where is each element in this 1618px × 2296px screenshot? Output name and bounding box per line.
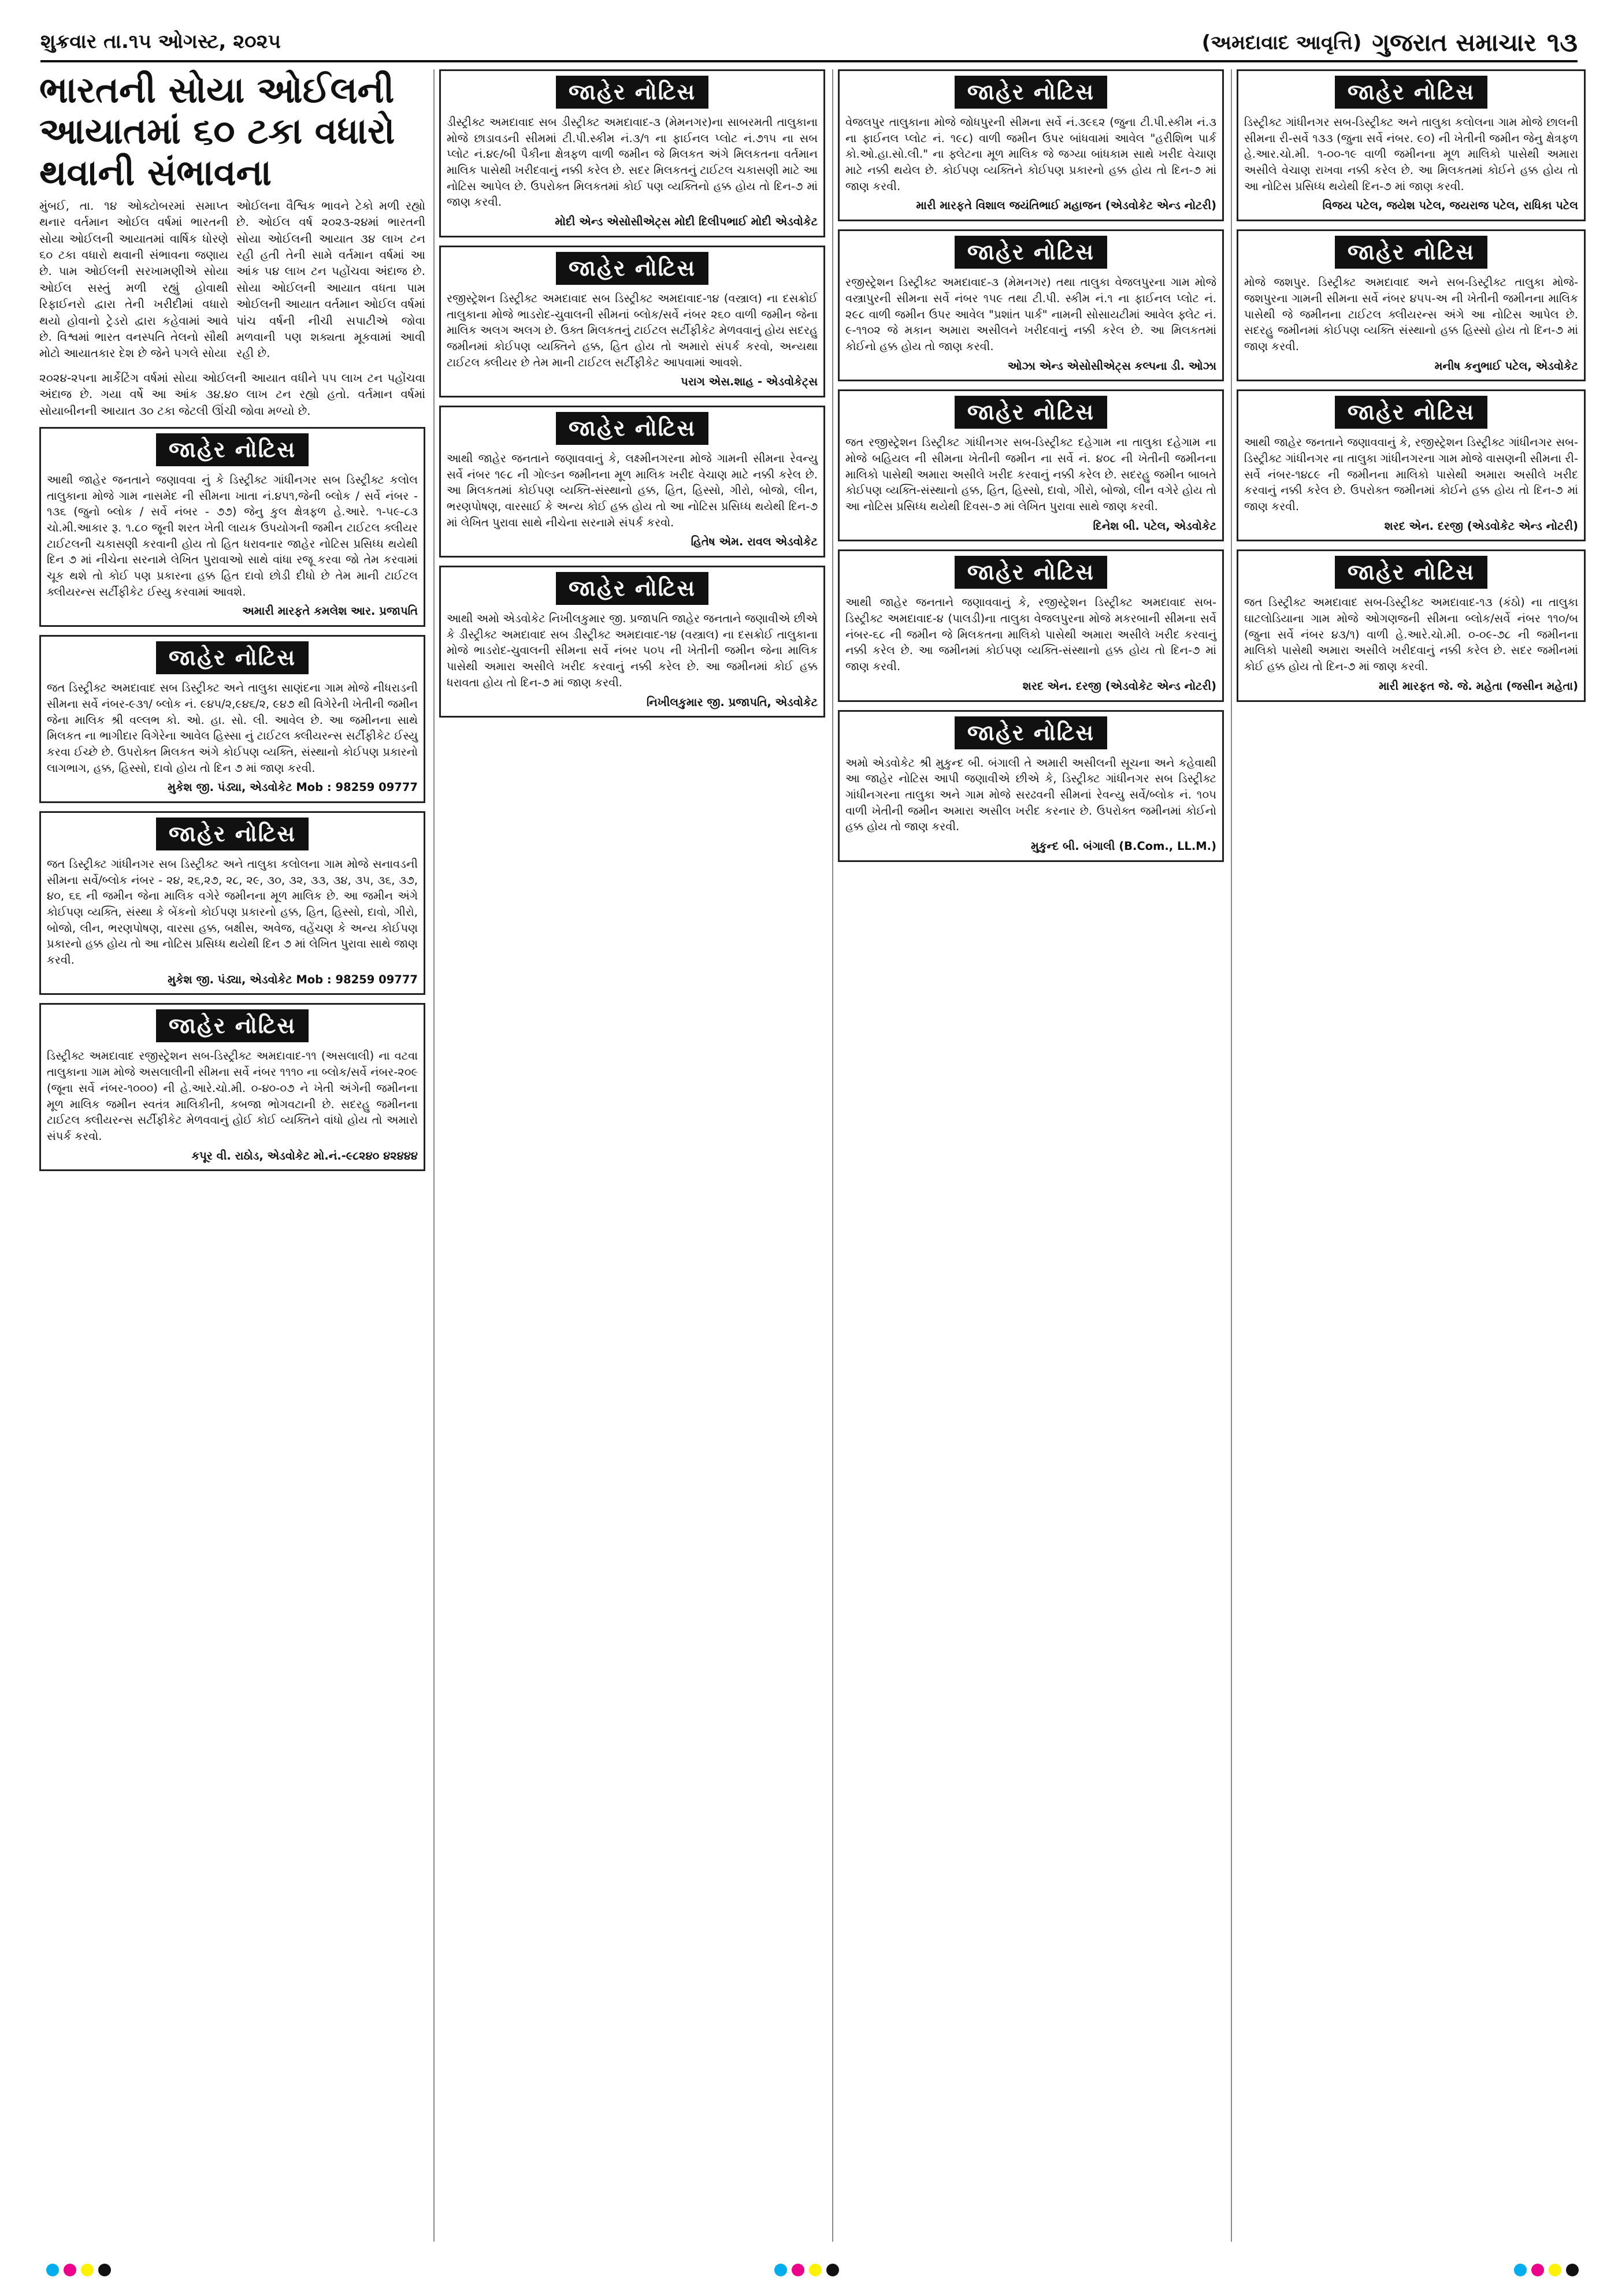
notice-body: રજીસ્ટ્રેશન ડિસ્ટ્રીક્ટ અમદાવાદ-૩ (મેમનગર) તથા તાલુકા વેજલપુરના ગામ મોજે વસ્ત્રાપુરની સીમના સર્વે નંબર ૧૫૯ તથા ટી.પી. સ્કીમ નં.૧ ના ફાઈનલ પ્લોટ નં. ૨૯૮ વાળી જમીન ઉપર આવેલ "પ્રશાંત પાર્ક" નામની સોસાયટીમાં આવેલ ફ્લેટ નં. ૯-૧૧૦૨ જે મકાન અમારા અસીલને ખરીદવાનું નક્કી કરેલ છે. આ મિલકતમાં કોઈનો હક્ક હોય તો જાણ કરવી. [845,276,1216,353]
notice-box [1237,229,1586,381]
notice-heading: જાહેર નોટિસ [556,412,708,445]
notice-heading: જાહેર નોટિસ [556,252,708,285]
notice-signature: હિતેષ એમ. રાવલ એડવોકેટ [691,535,818,549]
notice-box [439,566,825,718]
notice-signature: વિજય પટેલ, જયેશ પટેલ, જયરાજ પટેલ, રાધિકા પટેલ [1322,199,1578,213]
notice-heading: જાહેર નોટિસ [955,396,1107,429]
notice-signature: મુકુન્દ બી. બંગાલી (B.Com., LL.M.) [1030,839,1216,853]
notice-body: આથી જાહેર જનતાને જણાવવાનું કે, લક્ષ્મીનગરના મોજે ગામની સીમના રેવન્યુ સર્વે નંબર ૧૯૮ ની ગોલ્ડન જમીનના મૂળ માલિક ખરીદ વેચાણ માટે નક્કી કરેલ છે. આ મિલકતમાં કોઈપણ વ્યક્તિ-સંસ્થાનો હક્ક, હિત, હિસ્સો, ગીરો, બોજો, લીન, ભરણપોષણ, વારસાઈ કે અન્ય કોઈ હક્ક હોય તો આ નોટિસ પ્રસિધ્ધ થયેથી દિન-૭ માં લેખિત પુરાવા સાથે નીચેના સરનામે સંપર્ક કરવો. [447,451,818,529]
black-dot [98,2264,111,2276]
notice-body: ડિસ્ટ્રીક્ટ અમદાવાદ રજીસ્ટ્રેશન સબ-ડિસ્ટ્રીક્ટ અમદાવાદ-૧૧ (અસલાલી) ના વટવા તાલુકાના ગામ મોજે અસલાલીની સીમના સર્વે નંબર ૧૧૧૦ ના બ્લોક/સર્વે નંબર-૨૦૯ (જૂના સર્વે નંબર-૧૦૦૦) ની હે.આરે.ચો.મી. ૦-૪૦-૦૭ ને ખેતી અંગેની જમીનના મૂળ માલિક જમીન સ્વતંત્ર માલિકીની, કબજા ભોગવટાની છે. સદરહુ જમીનના ટાઈટલ ક્લીયરન્સ સર્ટીફીકેટ મેળવવાનું હોઈ કોઈ વ્યક્તિને વાંધો હોય તો અમારો સંપર્ક કરવો. [47,1049,418,1143]
notice-body: જત ડિસ્ટ્રીક્ટ અમદાવાદ સબ ડિસ્ટ્રીક્ટ અને તાલુકા સાણંદના ગામ મોજે નીધરાડની સીમના સર્વે નંબર-૯૩૧/ બ્લોક નં. ૯૪૫/૨,૯૪૬/૨, ૯૪૭ થી વિગેરેની ખેતીની જમીન જેના માલિક શ્રી વલ્લભ કો. ઓ. હા. સો. લી. આવેલ છે. આ જમીનના સાથે મિલકત ના ભાગીદાર વિગેરેના આવેલ હિસ્સા નું ટાઈટલ ક્લીયરન્સ સર્ટીફીકેટ ઈસ્યુ કરવા ઈચ્છે છે. ઉપરોક્ત મિલકત અંગે કોઈપણ વ્યક્તિ, સંસ્થાનો કોઈપણ પ્રકારનો લાગભાગ, હક્ક, હિસ્સો, દાવો હોય તો દિન ૭ માં જાણ કરવી. [47,681,418,775]
notice-signature: મારી મારફતે વિશાલ જયંતિભાઈ મહાજન (એડવોકેટ એન્ડ નોટરી) [916,199,1216,213]
article-headline: ભારતની સોયા ઓઈલની આયાતમાં ૬૦ ટકા વધારો થવાની સંભાવના [39,69,395,194]
article-body [39,198,425,362]
notice-heading: જાહેર નોટિસ [156,433,309,466]
notice-heading: જાહેર નોટિસ [1335,76,1487,109]
magenta-dot [792,2264,804,2276]
edition-label: (અમદાવાદ આવૃત્તિ) [1201,31,1362,54]
article-paragraph: મુંબઈ, તા. ૧૪ ઓક્ટોબરમાં સમાપ્ત થનાર વર્તમાન ઓઈલ વર્ષમાં ભારતની સોયા ઓઈલની આયાતમાં વાર્ષિક ધોરણે ૬૦ ટકા વધારો થવાની સંભાવના જણાય છે. પામ ઓઈલની સરખામણીએ સોયા ઓઈલ સસ્તું મળી રહ્યું હોવાથી રિફાઈનરો દ્વારા તેની ખરીદીમાં વધારો થયો હોવાનો ટ્રેડરો દ્વારા કહેવામાં આવે છે. વિશ્વમાં ભારત વનસ્પતિ તેલનો સૌથી મોટો આયાતકાર દેશ છે જેને પગલે સોયા [39,198,228,361]
notice-heading: જાહેર નોટિસ [156,1009,309,1042]
notice-signature: શરદ એન. દરજી (એડવોકેટ એન્ડ નોટરી) [1022,679,1216,693]
cyan-dot [1514,2264,1527,2276]
notice-box [39,1003,425,1171]
notice-signature: દિનેશ બી. પટેલ, એડવોકેટ [1093,519,1216,533]
notice-box [838,229,1224,381]
notice-box [39,427,425,627]
notice-signature: મોદી એન્ડ એસોસીએટ્સ મોદી દિલીપભાઈ મોદી એડવોકેટ [555,215,818,229]
notice-heading: જાહેર નોટિસ [955,556,1107,589]
notice-box [439,246,825,397]
notice-body: ડિસ્ટ્રીક્ટ ગાંધીનગર સબ-ડિસ્ટ્રીક્ટ અને તાલુકા કલોલના ગામ મોજે છાલની સીમના રી-સર્વે ૧૩૩ (જુના સર્વે નંબર. ૯૦) ની ખેતીની જમીન જેનુ ક્ષેત્રફળ હે.આર.ચો.મી. ૧-૦૦-૧૯ વાળી જમીનના મૂળ માલિકો પાસેથી અમારા અસીલે વેચાણ રાખવા નક્કી કરેલ છે. આ મિલકતમાં કોઈને હક્ક હોય તો આ નોટિસ પ્રસિધ્ધ થયેથી દિન-૭ માં જાણ કરવી. [1244,116,1578,193]
yellow-dot [81,2264,94,2276]
article-paragraph: ૨૦૨૪-૨૫ના માર્કેટિંગ વર્ષમાં સોયા ઓઈલની આયાત વધીને ૫૫ લાખ ટન પહોંચવા અંદાજ છે. ગયા વર્ષે આ આંક ૩૪.૪૦ લાખ ટન રહ્યો હતો. વર્તમાન વર્ષમાં સોયાબીનની આયાત ૩૦ ટકા જેટલી ઊંચી જોવા મળ્યો છે. [39,370,425,418]
notice-body: આથી અમો એડવોકેટ નિખીલકુમાર જી. પ્રજાપતિ જાહેર જનતાને જણાવીએ છીએ કે ડીસ્ટ્રીક્ટ અમદાવાદ સબ ડીસ્ટ્રીક્ટ અમદાવાદ-૧૪ (વસ્ત્રાલ) ના દસક્રોઈ તાલુકાના મોજે ભાડરોદ-ચુવાલની સીમના સર્વે નંબર ૫૦૫ ની ખેતીની જમીન જેના માલિક પાસેથી અમારા અસીલે ખરીદ કરવાનું નક્કી કરેલ છે. આ જમીનમાં કોઈ હક્ક ધરાવતા હોય તો દિન-૭ માં જાણ કરવી. [447,612,818,689]
notice-body: આથી જાહેર જનતાને જણાવવાનું કે, રજીસ્ટ્રેશન ડિસ્ટ્રીક્ટ અમદાવાદ સબ-ડિસ્ટ્રીક્ટ અમદાવાદ-૪ (પાલડી)ના તાલુકા વેજલપુરના મોજે મકરબાની સીમના સર્વે નંબર-૬૮ ની જમીન જે મિલકતના માલિકો પાસેથી અમારા અસીલે ખરીદ કરવાનું નક્કી કરેલ છે. આ જમીનમાં કોઈપણ વ્યક્તિ-સંસ્થાનો હક્ક હોય તો દિન-૭ માં જાણ કરવી. [845,596,1216,674]
print-registration-marks [0,2264,1618,2287]
notice-box [39,811,425,995]
cyan-dot [46,2264,59,2276]
notice-body: જત ડિસ્ટ્રીક્ટ ગાંધીનગર સબ ડિસ્ટ્રીક્ટ અને તાલુકા કલોલના ગામ મોજે સનાવડની સીમના સર્વે/બ્લોક નંબર - ૨૪, ૨૬,૨૭, ૨૮, ૨૯, ૩૦, ૩૨, ૩૩, ૩૪, ૩૫, ૩૬, ૩૭, ૪૦, ૬૬ ની જમીન જેના માલિક વગેરે જમીનના મૂળ માલિક છે. આ જમીન અંગે કોઈપણ વ્યક્તિ, સંસ્થા કે બેંકનો કોઈપણ પ્રકારનો હક્ક, હિત, હિસ્સો, દાવો, ગીરો, બોજો, લીન, ભરણપોષણ, વારસા હક્ક, બક્ષીસ, અવેજ, વહેંચણ કે અન્ય કોઈપણ પ્રકારનો હક્ક હોય તો આ નોટિસ પ્રસિધ્ધ થયેથી દિન ૭ માં લેખિત પુરાવા સાથે જાણ કરવી. [47,857,418,967]
cyan-dot [774,2264,787,2276]
article-paragraph: ઓઈલના વૈશ્વિક ભાવને ટેકો મળી રહ્યો છે. ઓઈલ વર્ષ ૨૦૨૩-૨૪માં ભારતની સોયા ઓઈલની આયાત ૩૪ લાખ ટન રહી હતી તેની સામે વર્તમાન વર્ષમાં આ આંક ૫૪ લાખ ટન પહોંચવા અંદાજ છે. સોયા ઓઈલની આયાત વધતા પામ ઓઈલની આયાત વર્તમાન ઓઈલ વર્ષમાં પાંચ વર્ષની નીચી સપાટીએ જોવા મળવાની પણ શક્યતા મૂકવામાં આવી રહી છે. [236,198,425,361]
notice-signature: નિખીલકુમાર જી. પ્રજાપતિ, એડવોકેટ [646,695,818,709]
notice-signature: કપૂર વી. રાઠોડ, એડવોકેટ મો.નં.-૯૮૨૪૦ ૪૨૪૪૪ [191,1149,418,1162]
column-1 [35,69,430,2242]
notice-box [1237,69,1586,221]
column-4 [1231,69,1590,2242]
magenta-dot [1531,2264,1544,2276]
notice-heading: જાહેર નોટિસ [556,572,708,605]
notice-body: મોજે જશપુર. ડિસ્ટ્રીક્ટ અમદાવાદ અને સબ-ડિસ્ટ્રીક્ટ તાલુકા મોજે-જશપુરના ગામની સીમના સર્વે નંબર ૪૫૫-અ ની ખેતીની જમીનના માલિક પાસેથી જે જમીનના ટાઈટલ ક્લીયરન્સ અંગે આ નોટિસ આપેલ છે. સદરહુ જમીનમાં કોઈપણ વ્યક્તિ સંસ્થાનો હક્ક હિસ્સો હોય તો દિન-૭ માં જાણ કરવી. [1244,276,1578,353]
notice-body: રજીસ્ટ્રેશન ડિસ્ટ્રીક્ટ અમદાવાદ સબ ડિસ્ટ્રીક્ટ અમદાવાદ-૧૪ (વસ્ત્રાલ) ના દસક્રોઈ તાલુકાના મોજે ભાડરોદ-ચુવાલની સીમનાં બ્લોક/સર્વે નંબર ૨૬૦ વાળી જમીન જેના માલિક અલગ અલગ છે. ઉક્ત મિલકતનું ટાઈટલ સર્ટીફીકેટ મેળવવાનું હોય સદરહુ જમીનમાં કોઈપણ વ્યક્તિને હક્ક, હિત હોય તો અમારો સંપર્ક કરવો, અન્યથા ટાઈટલ ક્લીયર છે તેમ માની ટાઈટલ સર્ટીફીકેટ આપવામાં આવશે. [447,291,818,369]
newspaper-brand: ગુજરાત સમાચાર [1372,28,1537,57]
notice-box [439,69,825,237]
notice-body: ડીસ્ટ્રીક્ટ અમદાવાદ સબ ડીસ્ટ્રીક્ટ અમદાવાદ-૩ (મેમનગર)ના સાબરમતી તાલુકાના મોજે છાડાવડની સીમમાં ટી.પી.સ્કીમ નં.૩/૧ ના ફાઈનલ પ્લોટ નં.૭૧૫ ના સબ પ્લોટ નં.૪૯/બી પૈકીના ક્ષેત્રફળ વાળી જમીન જે મિલકત અંગે મિલકતના વર્તમાન માલિક પાસેથી ખરીદવાનું નક્કી કરેલ છે. સદર મિલકતનું ટાઈટલ ચકાસણી માટે આ નોટિસ આપેલ છે. ઉપરોક્ત મિલકતમાં કોઈ પણ વ્યક્તિનો હક્ક હોય તો દિન-૭ માં જાણ કરવી. [447,116,818,209]
notice-heading: જાહેર નોટિસ [955,716,1107,749]
notice-box [1237,389,1586,541]
notice-body: જત રજીસ્ટ્રેશન ડિસ્ટ્રીક્ટ ગાંધીનગર સબ-ડિસ્ટ્રીક્ટ દહેગામ ના તાલુકા દહેગામ ના મોજે બહિયલ ની સીમના ખેતીની જમીન ના સર્વે નં. ૪૦૮ ની ખેતીની જમીનના માલિકો પાસેથી અમારા અસીલે ખરીદ કરવાનું નક્કી કરેલ છે. સદરહુ જમીન બાબતે કોઈપણ વ્યક્તિ-સંસ્થાનો હક્ક, હિત, હિસ્સો, દાવો, ગીરો, બોજો, લીન વગેરે હોય તો આ નોટિસ પ્રસિધ્ધ થયેથી દિવસ-૭ માં લેખિત પુરાવા સાથે જાણ કરવી. [845,436,1216,513]
notice-body: અમો એડવોકેટ શ્રી મુકુન્દ બી. બંગાલી તે અમારી અસીલની સૂચના અને કહેવાથી આ જાહેર નોટિસ આપી જણાવીએ છીએ કે, ડિસ્ટ્રીક્ટ ગાંધીનગર સબ ડિસ્ટ્રીક્ટ ગાંધીનગરના તાલુકા અને ગામ મોજે સરઢવની સીમનાં રેવન્યુ સર્વે/બ્લોક નં. ૧૦૫ વાળી ખેતીની જમીન અમારા અસીલ ખરીદ કરનાર છે. ઉપરોક્ત જમીનમાં કોઈનો હક્ક હોય તો જાણ કરવી. [845,756,1216,834]
yellow-dot [809,2264,822,2276]
notice-heading: જાહેર નોટિસ [955,76,1107,109]
notice-heading: જાહેર નોટિસ [156,641,309,674]
page-header [40,22,1578,62]
notice-signature: શરદ એન. દરજી (એડવોકેટ એન્ડ નોટરી) [1384,519,1578,533]
notice-signature: ઓઝા એન્ડ એસોસીએટ્સ કલ્પના ડી. ઓઝા [1007,359,1216,373]
notice-signature: મુકેશ જી. પંડ્યા, એડવોકેટ Mob : 98259 09777 [168,781,418,794]
notice-box [1237,549,1586,701]
notice-body: જત ડિસ્ટ્રીક્ટ અમદાવાદ સબ-ડિસ્ટ્રીક્ટ અમદાવાદ-૧૩ (કંઠો) ના તાલુકા ઘાટલોડિયાના ગામ મોજે ઓગણજની સીમના બ્લોક/સર્વે નંબર ૧૧૦/બ (જુના સર્વે નંબર ૪૩/૧) વાળી હે.આરે.ચો.મી. ૦-૦૯-૭૮ ની જમીનના માલિકો પાસેથી અમારા અસીલે ખરીદવાનું નક્કી કરેલ છે. સદર જમીનમાં કોઈ હક્ક હોય તો દિન-૭ માં જાણ કરવી. [1244,596,1578,674]
notice-box [39,635,425,803]
notice-body: આથી જાહેર જનતાને જણાવવાનું કે, રજીસ્ટ્રેશન ડિસ્ટ્રીક્ટ ગાંધીનગર સબ-ડિસ્ટ્રીક્ટ ગાંધીનગર ના તાલુકા ગાંધીનગરના ગામ મોજે વાસણની સીમના રી-સર્વે નંબર-૧૪૮૯ ની જમીનના માલિકો પાસેથી અમારા અસીલે ખરીદ કરવાનું નક્કી કરેલ છે. ઉપરોક્ત જમીનમાં કોઈને હક્ક હોય તો દિન-૭ માં જાણ કરવી. [1244,436,1578,513]
notice-box [838,710,1224,862]
notice-signature: મનીષ કનુભાઈ પટેલ, એડવોકેટ [1434,359,1578,373]
yellow-dot [1549,2264,1561,2276]
page-number: ૧૩ [1546,27,1578,58]
notice-heading: જાહેર નોટિસ [1335,396,1487,429]
notice-heading: જાહેર નોટિસ [955,236,1107,269]
notice-signature: મારી મારફત જે. જે. મહેતા (જસીન મહેતા) [1379,679,1578,693]
column-3 [832,69,1229,2242]
column-2 [433,69,830,2242]
black-dot [826,2264,839,2276]
notice-signature: મુકેશ જી. પંડ્યા, એડવોકેટ Mob : 98259 09777 [168,972,418,986]
notice-heading: જાહેર નોટિસ [156,818,309,850]
notice-body: આથી જાહેર જનતાને જણાવવા નું કે ડિસ્ટ્રીક્ટ ગાંધીનગર સબ ડિસ્ટ્રીક્ટ કલોલ તાલુકાના મોજે ગામ નાસમેદ ની સીમના ખાતા નં.૪૫૧,જેની બ્લોક / સર્વે નંબર - ૧૩૬ (જુનો બ્લોક / સર્વે નંબર - ૭૭) જેનુ કુલ ક્ષેત્રફળ હે.આરે. ૧-૫૯-૮૩ ચો.મી.આકાર રૂ. ૧.૮૦ જૂની શરત ખેતી લાયક ઉપયોગની જમીન ટાઈટલ ક્લીયર ટાઈટલની ચકાસણી કરવાની હોય તો હિત ધરાવનાર જાહેર નોટિસ પ્રસિધ્ધ થયેથી દિન ૭ માં નીચેના સરનામે લેખિત પુરાવાઓ સાથે વાંધા રજૂ કરવા જો તેમ કરવામાં ચૂક થશે તો કોઈ પણ પ્રકારના હક્ક હિત દાવો છોડી દીધો છે તેમ માની ટાઈટલ ક્લીયરન્સ સર્ટીફીકેટ ઈસ્યુ કરવામાં આવશે. [47,473,418,599]
article-body-continued [39,370,425,419]
notice-box [838,69,1224,221]
notice-signature: અમારી મારફતે કમલેશ આર. પ્રજાપતિ [242,604,418,618]
notice-heading: જાહેર નોટિસ [1335,236,1487,269]
notice-box [838,389,1224,541]
black-dot [1566,2264,1579,2276]
notice-signature: પરાગ એસ.શાહ - એડવોકેટ્સ [681,375,818,389]
notice-body: વેજલપુર તાલુકાના મોજે જોધપુરની સીમના સર્વે નં.૩૯૬૨ (જુના ટી.પી.સ્કીમ નં.૩ ના ફાઈનલ પ્લોટ નં. ૧૯૮) વાળી જમીન ઉપર બાંધવામાં આવેલ "હરીશિભ પાર્ક કો.ઓ.હા.સો.લી." ના ફ્લેટના મૂળ માલિક જે જગ્યા બાંધકામ સાથે ખરીદ વેચાણ માટે નક્કી થયેલ છે. કોઈપણ વ્યક્તિને કોઈપણ પ્રકારનો હક્ક હોય તો દિન-૭ માં જાણ કરવી. [845,116,1216,193]
notice-heading: જાહેર નોટિસ [556,76,708,109]
issue-date: શુક્રવાર તા.૧૫ ઓગસ્ટ, ૨૦૨૫ [40,30,281,53]
magenta-dot [64,2264,76,2276]
notice-box [439,406,825,558]
notice-heading: જાહેર નોટિસ [1335,556,1487,589]
notice-box [838,549,1224,701]
masthead [1202,27,1578,59]
